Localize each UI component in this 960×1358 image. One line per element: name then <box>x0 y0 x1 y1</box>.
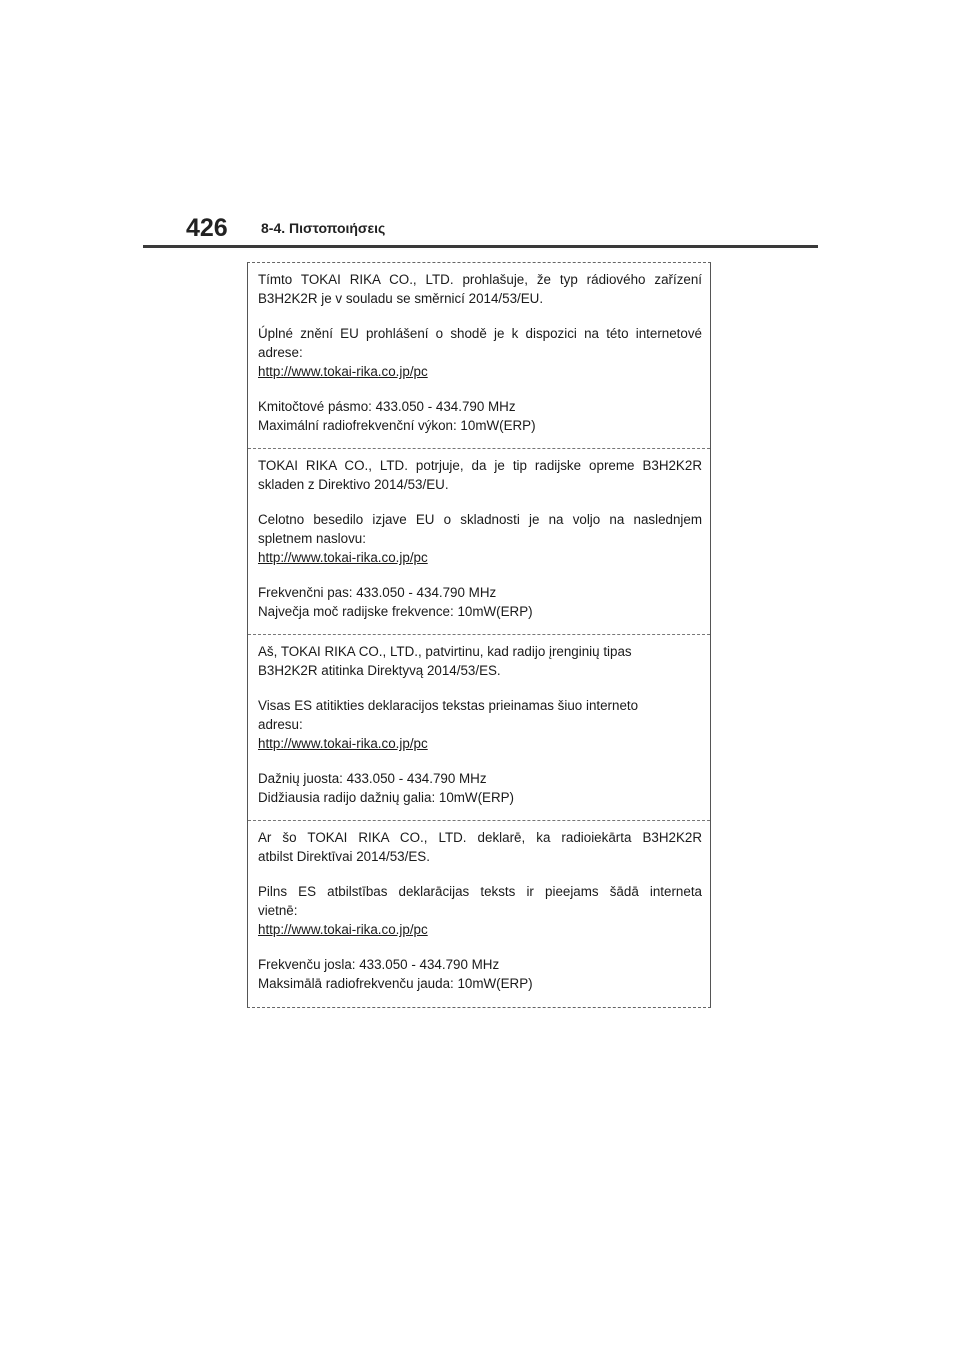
declaration-czech <box>248 263 710 449</box>
availability-text-line: adresu: <box>258 717 303 732</box>
declaration-text-line: Aš, TOKAI RIKA CO., LTD., patvirtinu, kad radijo įrenginių tipas <box>258 644 632 659</box>
header-divider <box>143 245 818 248</box>
page-number: 426 <box>186 214 228 242</box>
max-power: Maximální radiofrekvenční výkon: 10mW(ERP) <box>258 418 536 433</box>
declarations-box <box>247 262 711 1008</box>
availability-text-line: adrese: <box>258 345 303 360</box>
availability-text-line: Pilns ES atbilstības deklarācijas teksts ir pieejams šādā interneta <box>258 884 702 899</box>
availability-text-line: Visas ES atitikties deklaracijos tekstas prieinamas šiuo interneto <box>258 698 639 713</box>
frequency-band: Kmitočtové pásmo: 433.050 - 434.790 MHz <box>258 399 516 414</box>
frequency-band: Frekvenčni pas: 433.050 - 434.790 MHz <box>258 585 497 600</box>
max-power: Didžiausia radijo dažnių galia: 10mW(ERP) <box>258 790 515 805</box>
declaration-link[interactable]: http://www.tokai-rika.co.jp/pc <box>258 736 428 751</box>
declaration-text-line: TOKAI RIKA CO., LTD. potrjuje, da je tip radijske opreme B3H2K2R <box>258 458 702 473</box>
declaration-text-line: skladen z Direktivo 2014/53/EU. <box>258 477 449 492</box>
page-header <box>143 214 818 248</box>
declaration-text-line: Ar šo TOKAI RIKA CO., LTD. deklarē, ka radioiekārta B3H2K2R <box>258 830 702 845</box>
availability-text-line: vietnē: <box>258 903 298 918</box>
section-title: 8-4. Πιστοποιήσεις <box>261 220 386 236</box>
declaration-text-line: B3H2K2R atitinka Direktyvą 2014/53/ES. <box>258 663 501 678</box>
max-power: Maksimālā radiofrekvenču jauda: 10mW(ERP) <box>258 976 533 991</box>
declaration-text-line: Tímto TOKAI RIKA CO., LTD. prohlašuje, že typ rádiového zařízení <box>258 272 702 287</box>
declaration-text-line: B3H2K2R je v souladu se směrnicí 2014/53/EU. <box>258 291 544 306</box>
max-power: Največja moč radijske frekvence: 10mW(ERP) <box>258 604 533 619</box>
declaration-slovenian <box>248 449 710 635</box>
declaration-text-line: atbilst Direktīvai 2014/53/ES. <box>258 849 430 864</box>
declaration-link[interactable]: http://www.tokai-rika.co.jp/pc <box>258 550 428 565</box>
frequency-band: Dažnių juosta: 433.050 - 434.790 MHz <box>258 771 487 786</box>
declaration-lithuanian <box>248 635 710 821</box>
declaration-link[interactable]: http://www.tokai-rika.co.jp/pc <box>258 922 428 937</box>
availability-text-line: Úplné znění EU prohlášení o shodě je k dispozici na této internetové <box>258 326 702 341</box>
declaration-latvian <box>248 821 710 1007</box>
availability-text-line: spletnem naslovu: <box>258 531 366 546</box>
frequency-band: Frekvenču josla: 433.050 - 434.790 MHz <box>258 957 500 972</box>
availability-text-line: Celotno besedilo izjave EU o skladnosti je na voljo na naslednjem <box>258 512 702 527</box>
declaration-link[interactable]: http://www.tokai-rika.co.jp/pc <box>258 364 428 379</box>
